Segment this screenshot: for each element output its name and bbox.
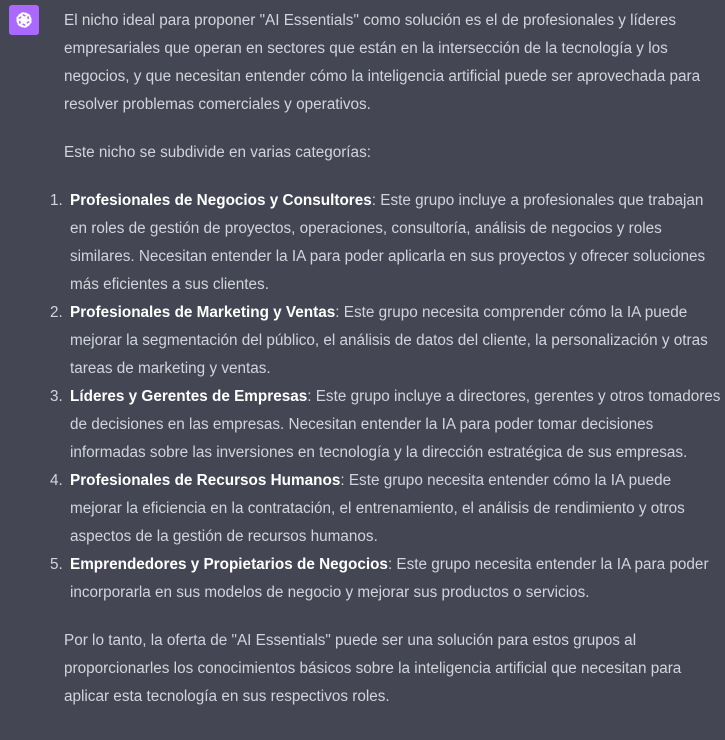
intro-paragraph: El nicho ideal para proponer "AI Essentials" como solución es el de profesionales y líderes empresariales que operan en sectores que están en la intersección de la tecnología y los negocios, y que necesitan entender cómo la inteligencia artificial puede ser aprovechada para resolver problemas comerciales y operativos. — [64, 12, 701, 113]
list-item-number: 1. — [50, 192, 63, 209]
message-content — [50, 7, 724, 711]
list-item-text: : Este grupo necesita entender cómo la IA puede mejorar la eficiencia en la contratación, el entrenamiento, el análisis de rendimiento y otros aspectos de la gestión de recursos humanos. — [70, 472, 685, 545]
list-item-title: Profesionales de Recursos Humanos — [70, 472, 341, 489]
list-item-text: : Este grupo incluye a directores, gerentes y otros tomadores de decisiones en las empresas. Necesitan entender la IA para poder tomar decisiones informadas sobre las inversiones en tecnología y la dirección estratégica de sus empresas. — [70, 388, 721, 461]
list-item — [50, 383, 724, 467]
list-item-number: 3. — [50, 388, 63, 405]
list-item — [50, 551, 724, 607]
list-item-number: 2. — [50, 304, 63, 321]
list-item-title: Emprendedores y Propietarios de Negocios — [70, 556, 388, 573]
list-item-text: : Este grupo incluye a profesionales que trabajan en roles de gestión de proyectos, operaciones, consultoría, análisis de negocios y roles similares. Necesitan entender la IA para poder aplicarla en sus proyectos y ofrecer soluciones más eficientes a sus clientes. — [70, 192, 706, 293]
list-item — [50, 187, 724, 299]
list-item-number: 5. — [50, 556, 63, 573]
list-item — [50, 467, 724, 551]
list-item-text: : Este grupo necesita comprender cómo la IA puede mejorar la segmentación del público, el análisis de datos del cliente, la personalización y otras tareas de marketing y ventas. — [70, 304, 708, 377]
list-item-text: : Este grupo necesita entender la IA para poder incorporarla en sus modelos de negocio y mejorar sus productos o servicios. — [70, 556, 709, 601]
assistant-avatar — [9, 5, 39, 35]
list-item-number: 4. — [50, 472, 63, 489]
conclusion-paragraph: Por lo tanto, la oferta de "AI Essentials" puede ser una solución para estos grupos al proporcionarles los conocimientos básicos sobre la inteligencia artificial que necesitan para aplicar esta tecnología en sus respectivos roles. — [64, 632, 682, 705]
list-item-title: Líderes y Gerentes de Empresas — [70, 388, 308, 405]
openai-logo-icon — [13, 9, 35, 31]
list-item — [50, 299, 724, 383]
list-item-title: Profesionales de Negocios y Consultores — [70, 192, 372, 209]
list-item-title: Profesionales de Marketing y Ventas — [70, 304, 336, 321]
category-list — [50, 187, 724, 607]
subtitle-paragraph: Este nicho se subdivide en varias categorías: — [64, 144, 371, 161]
